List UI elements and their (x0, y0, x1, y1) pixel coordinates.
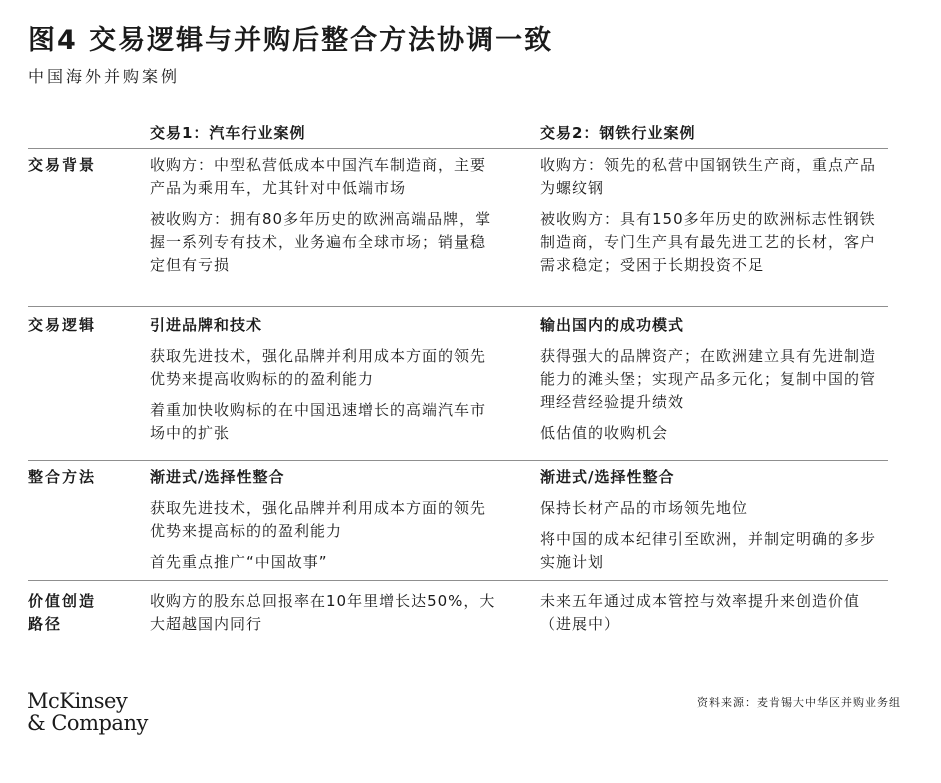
deal2-logic-cell (540, 314, 890, 453)
page-title: 图4 交易逻辑与并购后整合方法协调一致 (28, 25, 554, 56)
deal1-integration-cell (150, 466, 498, 582)
deal1-logic-cell (150, 314, 498, 453)
text-paragraph: 低估值的收购机会 (540, 424, 669, 442)
text-paragraph: 被收购方：拥有80多年历史的欧洲高端品牌，掌握一系列专有技术，业务遍布全球市场；销量稳定但有亏损 (150, 210, 492, 274)
row-label-background: 交易背景 (28, 156, 97, 174)
cell-heading: 渐进式/选择性整合 (540, 468, 675, 486)
text-paragraph: 保持长材产品的市场领先地位 (540, 499, 749, 517)
text-paragraph: 获取先进技术，强化品牌并利用成本方面的领先优势来提高收购标的的盈利能力 (150, 347, 487, 388)
column-header-deal2: 交易2：钢铁行业案例 (540, 124, 696, 142)
row-label-integration: 整合方法 (28, 468, 97, 486)
text-paragraph: 被收购方：具有150多年历史的欧洲标志性钢铁制造商，专门生产具有最先进工艺的长材，客户需求稳定；受困于长期投资不足 (540, 210, 877, 274)
deal2-integration-cell (540, 466, 890, 582)
row-label-value-creation: 价值创造路径 (28, 592, 97, 633)
cell-heading: 输出国内的成功模式 (540, 316, 685, 334)
text-paragraph: 首先重点推广“中国故事” (150, 553, 328, 571)
text-paragraph: 收购方：领先的私营中国钢铁生产商，重点产品为螺纹钢 (540, 156, 877, 197)
text-paragraph: 获得强大的品牌资产；在欧洲建立具有先进制造能力的滩头堡；实现产品多元化；复制中国的管理经营经验提升绩效 (540, 347, 877, 411)
row-divider (28, 306, 888, 307)
mckinsey-logo (27, 690, 148, 734)
deal1-background-cell (150, 154, 498, 285)
text-paragraph: 未来五年通过成本管控与效率提升来创造价值（进展中） (540, 592, 861, 633)
page-subtitle: 中国海外并购案例 (28, 67, 181, 86)
text-paragraph: 着重加快收购标的在中国迅速增长的高端汽车市场中的扩张 (150, 401, 487, 442)
header-divider (28, 148, 888, 149)
cell-heading: 渐进式/选择性整合 (150, 468, 285, 486)
cell-heading: 引进品牌和技术 (150, 316, 263, 334)
row-label-logic: 交易逻辑 (28, 316, 97, 334)
row-divider (28, 460, 888, 461)
text-paragraph: 将中国的成本纪律引至欧洲，并制定明确的多步实施计划 (540, 530, 877, 571)
deal2-value-cell (540, 590, 890, 644)
deal1-value-cell (150, 590, 498, 644)
text-paragraph: 获取先进技术，强化品牌并利用成本方面的领先优势来提高标的的盈利能力 (150, 499, 487, 540)
deal2-background-cell (540, 154, 890, 285)
logo-line1: McKinsey (27, 689, 128, 713)
source-note: 资料来源：麦肯锡大中华区并购业务组 (697, 696, 901, 709)
text-paragraph: 收购方的股东总回报率在10年里增长达50%，大大超越国内同行 (150, 592, 496, 633)
column-header-deal1: 交易1：汽车行业案例 (150, 124, 306, 142)
text-paragraph: 收购方：中型私营低成本中国汽车制造商，主要产品为乘用车，尤其针对中低端市场 (150, 156, 487, 197)
logo-line2: & Company (27, 711, 148, 735)
